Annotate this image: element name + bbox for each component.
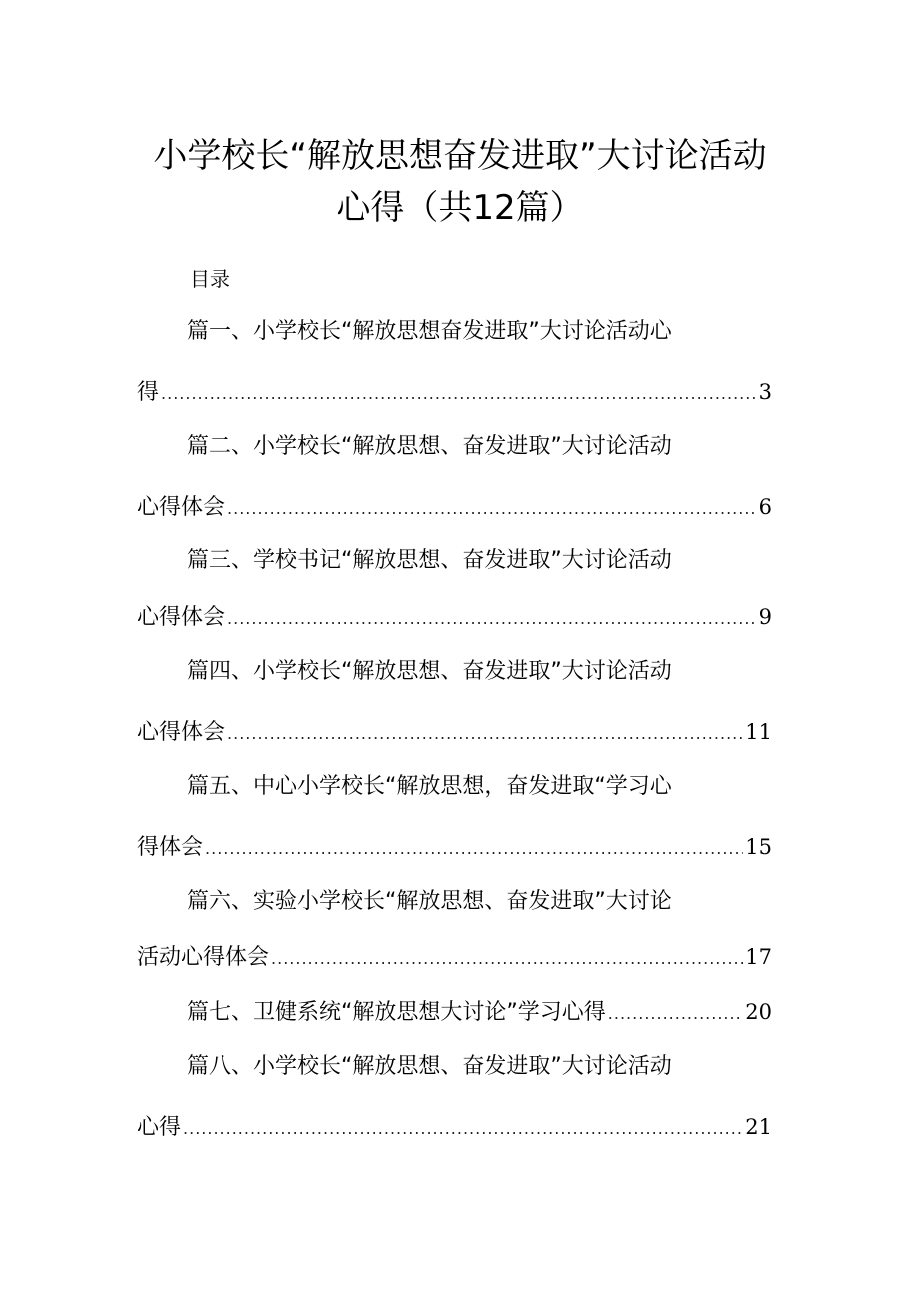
toc-label: 目录 xyxy=(190,267,230,291)
toc-leader-dots xyxy=(608,999,743,1029)
toc-entry-1-title[interactable]: 篇一、小学校长“解放思想奋发进取”大讨论活动心 xyxy=(187,319,672,344)
toc-entry-3-continuation[interactable] xyxy=(137,602,772,634)
toc-entry-6-title[interactable]: 篇六、实验小学校长“解放思想、奋发进取”大讨论 xyxy=(187,889,672,914)
toc-entry-6-title-end: 活动心得体会 xyxy=(137,945,270,970)
toc-entry-5-title[interactable]: 篇五、中心小学校长“解放思想，奋发进取“学习心 xyxy=(187,774,672,799)
toc-entry-2-title-end: 心得体会 xyxy=(137,495,226,520)
toc-leader-dots xyxy=(227,719,743,749)
toc-entry-1-title-end: 得 xyxy=(137,380,160,405)
toc-entry-4-title-end: 心得体会 xyxy=(137,720,226,745)
toc-entry-7-page: 20 xyxy=(745,1000,772,1024)
toc-entry-4-page: 11 xyxy=(745,720,772,744)
toc-entry-6-continuation[interactable] xyxy=(137,942,772,974)
toc-leader-dots xyxy=(183,1114,743,1144)
toc-entry-2-page: 6 xyxy=(758,495,772,519)
toc-entry-7[interactable] xyxy=(187,997,772,1029)
toc-leader-dots xyxy=(271,944,743,974)
document-title-line1: 小学校长“解放思想奋发进取”大讨论活动 xyxy=(153,136,767,176)
toc-entry-1-continuation[interactable] xyxy=(137,377,772,409)
toc-entry-5-continuation[interactable] xyxy=(137,832,772,864)
toc-entry-4-title[interactable]: 篇四、小学校长“解放思想、奋发进取”大讨论活动 xyxy=(187,659,672,684)
toc-entry-2-title[interactable]: 篇二、小学校长“解放思想、奋发进取”大讨论活动 xyxy=(187,434,672,459)
toc-entry-8-title[interactable]: 篇八、小学校长“解放思想、奋发进取”大讨论活动 xyxy=(187,1054,672,1079)
toc-entry-3-title[interactable]: 篇三、学校书记“解放思想、奋发进取”大讨论活动 xyxy=(187,548,672,573)
toc-entry-2-continuation[interactable] xyxy=(137,492,772,524)
toc-entry-8-title-end: 心得 xyxy=(137,1115,182,1140)
document-title-line2: 心得（共12篇） xyxy=(336,188,584,228)
toc-leader-dots xyxy=(227,604,757,634)
toc-leader-dots xyxy=(205,834,743,864)
toc-entry-6-page: 17 xyxy=(745,945,772,969)
toc-entry-3-title-end: 心得体会 xyxy=(137,605,226,630)
toc-entry-8-page: 21 xyxy=(745,1115,772,1139)
toc-entry-5-page: 15 xyxy=(745,835,772,859)
toc-entry-8-continuation[interactable] xyxy=(137,1112,772,1144)
toc-entry-3-page: 9 xyxy=(758,605,772,629)
toc-leader-dots xyxy=(161,379,757,409)
toc-leader-dots xyxy=(227,494,757,524)
toc-entry-5-title-end: 得体会 xyxy=(137,835,204,860)
toc-entry-1-page: 3 xyxy=(758,380,772,404)
toc-entry-7-title: 篇七、卫健系统“解放思想大讨论”学习心得 xyxy=(187,1000,606,1025)
toc-entry-4-continuation[interactable] xyxy=(137,717,772,749)
